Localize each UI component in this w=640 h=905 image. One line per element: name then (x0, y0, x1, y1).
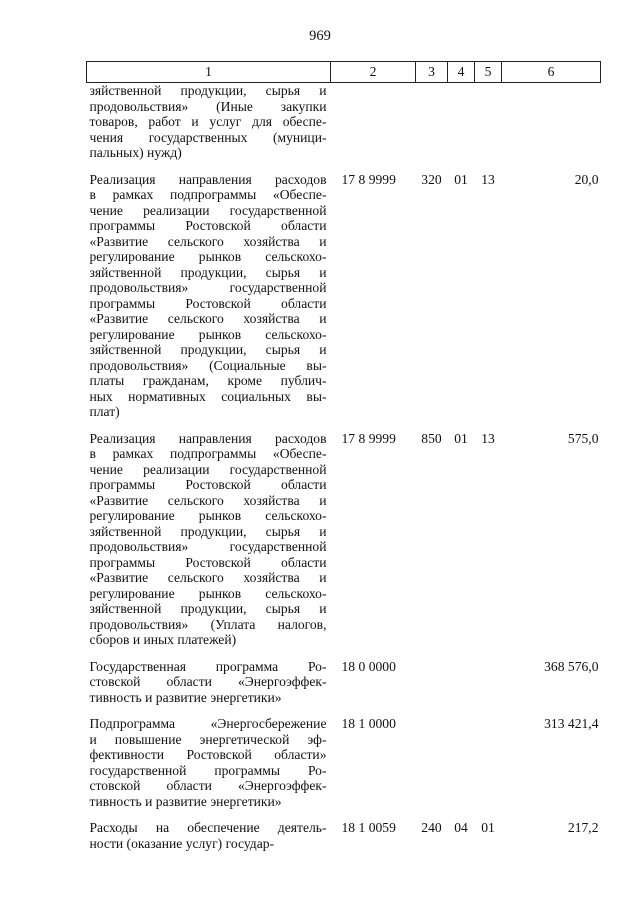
header-row (87, 62, 601, 83)
row-code: 18 1 0000 (341, 716, 396, 731)
table-row (87, 659, 601, 717)
description-line: стовской области «Энергоэффек- (89, 778, 327, 793)
row-expense-type: 850 (421, 430, 442, 446)
description-line: Государственная программа Ро- (89, 658, 327, 674)
description-line: пальных) нужд) (89, 145, 182, 160)
description-line: регулирование рынков сельскохо- (89, 508, 327, 523)
description-line: и повышение энергетической эф- (89, 731, 327, 747)
row-subsection: 13 (481, 430, 495, 446)
description-line: Реализация направления расходов (89, 430, 327, 446)
header-col-1: 1 (87, 62, 331, 83)
description-line: «Развитие сельского хозяйства и (89, 233, 327, 249)
row-code (331, 83, 416, 172)
row-expense-type (416, 83, 448, 172)
row-section: 04 (454, 820, 468, 835)
row-code: 18 0 0000 (341, 658, 396, 674)
description-line: продовольствия» (Иные закупки (89, 98, 327, 114)
row-description (87, 172, 331, 431)
row-amount (502, 83, 601, 172)
description-line: программы Ростовской области (89, 554, 327, 570)
row-subsection (475, 716, 502, 820)
description-line: сборов и иных платежей) (89, 632, 237, 647)
description-line: платы гражданам, кроме публич- (89, 373, 327, 388)
description-line: фективности Ростовской области» (89, 747, 327, 762)
description-line: «Развитие сельского хозяйства и (89, 492, 327, 508)
page-number: 969 (309, 28, 331, 44)
description-line: ных нормативных социальных вы- (89, 388, 327, 404)
header-col-3: 3 (416, 62, 448, 83)
row-amount: 575,0 (567, 430, 599, 446)
description-line: регулирование рынков сельскохо- (89, 585, 327, 601)
row-subsection (475, 659, 502, 717)
row-section: 01 (454, 171, 468, 187)
description-line: в рамках подпрограммы «Обеспе- (89, 187, 327, 202)
description-line: чение реализации государственной (89, 202, 327, 218)
row-code: 18 1 0059 (341, 820, 396, 835)
description-line: плат) (89, 404, 120, 419)
description-line: зяйственной продукции, сырья и (89, 601, 327, 616)
description-line: «Развитие сельского хозяйства и (89, 311, 327, 326)
description-line: в рамках подпрограммы «Обеспе- (89, 446, 327, 461)
table-row (87, 172, 601, 431)
row-description (87, 659, 331, 717)
description-line: товаров, работ и услуг для обеспе- (89, 114, 327, 129)
table-row (87, 820, 601, 862)
row-section (448, 83, 475, 172)
row-expense-type (416, 716, 448, 820)
description-line: «Развитие сельского хозяйства и (89, 570, 327, 585)
description-line: Реализация направления расходов (89, 171, 327, 187)
row-expense-type: 240 (421, 820, 442, 835)
description-line: Расходы на обеспечение деятель- (89, 820, 327, 835)
description-line: тивность и развитие энергетики» (89, 689, 282, 705)
row-section (448, 659, 475, 717)
row-code: 17 8 9999 (341, 430, 396, 446)
header-col-2: 2 (331, 62, 416, 83)
table-row (87, 716, 601, 820)
row-subsection: 13 (481, 171, 495, 187)
table-header (87, 62, 601, 83)
row-section (448, 716, 475, 820)
row-description (87, 820, 331, 862)
row-amount: 368 576,0 (544, 658, 599, 674)
row-description (87, 83, 331, 172)
description-line: чения государственных (муници- (89, 129, 327, 145)
description-line: программы Ростовской области (89, 477, 327, 492)
description-line: стовской области «Энергоэффек- (89, 674, 327, 689)
description-line: зяйственной продукции, сырья и (89, 523, 327, 539)
row-expense-type: 320 (421, 171, 442, 187)
description-line: программы Ростовской области (89, 218, 327, 233)
row-amount: 217,2 (567, 820, 599, 835)
header-col-4: 4 (448, 62, 475, 83)
description-line: продовольствия» государственной (89, 280, 327, 295)
description-line: регулирование рынков сельскохо- (89, 249, 327, 264)
row-description (87, 716, 331, 820)
description-line: ности (оказание услуг) государ- (89, 835, 275, 851)
row-expense-type (416, 659, 448, 717)
row-subsection: 01 (481, 820, 495, 835)
description-line: регулирование рынков сельскохо- (89, 326, 327, 342)
description-line: зяйственной продукции, сырья и (89, 83, 327, 98)
description-line: зяйственной продукции, сырья и (89, 342, 327, 357)
row-section: 01 (454, 430, 468, 446)
header-col-5: 5 (475, 62, 502, 83)
description-line: продовольствия» (Социальные вы- (89, 357, 327, 373)
table-row (87, 83, 601, 172)
row-amount: 20,0 (574, 171, 599, 187)
description-line: тивность и развитие энергетики» (89, 793, 282, 809)
description-line: государственной программы Ро- (89, 762, 327, 778)
description-line: зяйственной продукции, сырья и (89, 264, 327, 280)
row-amount: 313 421,4 (544, 716, 599, 731)
row-code: 17 8 9999 (341, 171, 396, 187)
row-subsection (475, 83, 502, 172)
header-col-6: 6 (502, 62, 601, 83)
description-line: продовольствия» государственной (89, 539, 327, 554)
table-body (87, 83, 601, 863)
table-row (87, 431, 601, 659)
description-line: Подпрограмма «Энергосбережение (89, 716, 327, 731)
budget-table (86, 61, 601, 862)
description-line: программы Ростовской области (89, 295, 327, 311)
description-line: чение реализации государственной (89, 461, 327, 477)
row-description (87, 431, 331, 659)
description-line: продовольствия» (Уплата налогов, (89, 616, 327, 632)
